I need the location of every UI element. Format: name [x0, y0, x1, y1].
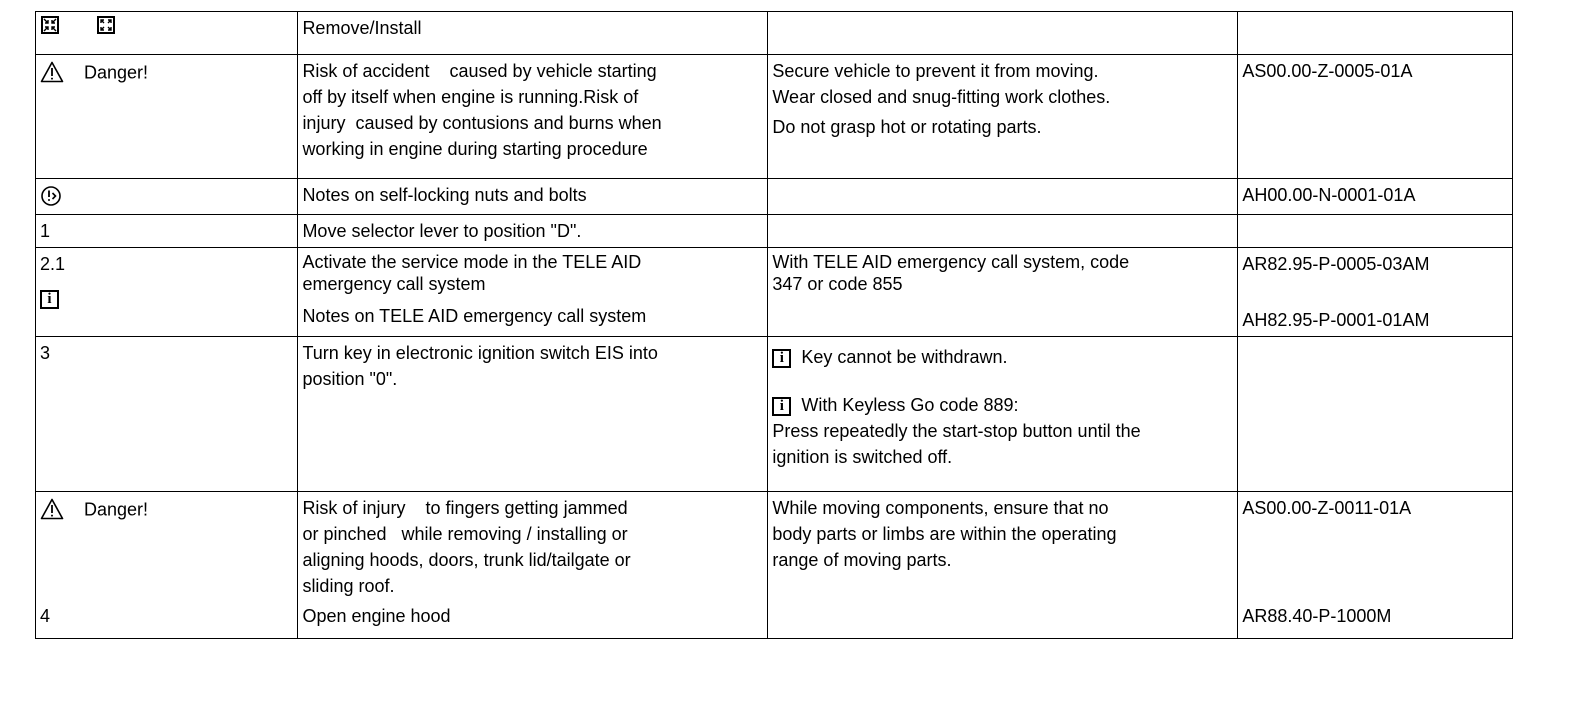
reference-link[interactable]: AS00.00-Z-0011-01A	[1242, 498, 1412, 518]
measure-text: Wear closed and snug-fitting work clothes.	[772, 87, 1111, 107]
condition-text: 347 or code 855	[772, 274, 903, 294]
cell-step-text	[298, 248, 768, 337]
measure-text: range of moving parts.	[772, 550, 952, 570]
step-text: Activate the service mode in the TELE AID	[302, 252, 642, 272]
cell-title	[298, 12, 768, 55]
measure-text: Do not grasp hot or rotating parts.	[772, 117, 1042, 137]
table-row-header	[36, 12, 1513, 55]
step-number: 4	[40, 606, 51, 627]
risk-text: caused by contusions and burns when	[355, 113, 662, 133]
cell-risk	[298, 492, 768, 639]
cell-empty	[768, 12, 1238, 55]
cell-reference	[1238, 248, 1513, 337]
warning-triangle-icon	[40, 498, 64, 520]
note-text: Notes on TELE AID emergency call system	[302, 306, 647, 326]
step-number: 1	[40, 221, 51, 241]
risk-text: caused by vehicle starting	[449, 61, 657, 81]
cell-info	[768, 337, 1238, 492]
step-number: 3	[40, 343, 51, 363]
info-text: With Keyless Go code 889:	[801, 395, 1019, 415]
remove-icon	[41, 16, 59, 34]
danger-label: Danger!	[84, 499, 149, 520]
cell-reference	[1238, 492, 1513, 639]
cell-condition	[768, 248, 1238, 337]
table-row-danger-starting	[36, 55, 1513, 179]
cell-step-number	[36, 215, 298, 248]
step-text: position "0".	[302, 369, 398, 389]
procedure-title: Remove/Install	[302, 18, 422, 38]
risk-text: aligning hoods, doors, trunk lid/tailgate or	[302, 550, 631, 570]
risk-text: injury	[302, 113, 346, 133]
cell-empty	[768, 179, 1238, 215]
danger-label: Danger!	[84, 62, 149, 83]
cell-empty	[1238, 337, 1513, 492]
cell-empty	[768, 215, 1238, 248]
info-text: Key cannot be withdrawn.	[801, 347, 1008, 367]
condition-text: With TELE AID emergency call system, code	[772, 252, 1130, 272]
cell-step-text	[298, 337, 768, 492]
cell-reference	[1238, 179, 1513, 215]
info-text: Press repeatedly the start-stop button until the	[772, 421, 1141, 441]
cell-measures	[768, 55, 1238, 179]
risk-text: sliding roof.	[302, 576, 395, 596]
risk-text: working in engine during starting procedure	[302, 139, 648, 159]
risk-text: while removing / installing or	[401, 524, 628, 544]
cell-reference	[1238, 55, 1513, 179]
measure-text: While moving components, ensure that no	[772, 498, 1109, 518]
cell-empty	[1238, 12, 1513, 55]
install-icon	[97, 16, 115, 34]
cell-measures	[768, 492, 1238, 639]
table-row-danger-jammed	[36, 492, 1513, 639]
cell-notes-icon	[36, 179, 298, 215]
notes-text: Notes on self-locking nuts and bolts	[302, 185, 587, 205]
reference-link[interactable]: AH00.00-N-0001-01A	[1242, 185, 1416, 205]
cell-risk	[298, 55, 768, 179]
table-row-step-3	[36, 337, 1513, 492]
info-text: ignition is switched off.	[772, 447, 953, 467]
warning-triangle-icon	[40, 61, 64, 83]
step-number: 2.1	[40, 254, 66, 274]
risk-text: off by itself when engine is running.Risk of	[302, 87, 639, 107]
cell-icons	[36, 12, 298, 55]
info-box-icon: i	[772, 349, 791, 368]
cell-danger	[36, 492, 298, 639]
risk-text: Risk of accident	[302, 61, 430, 81]
info-box-icon: i	[40, 290, 59, 309]
table-row-step-1	[36, 215, 1513, 248]
step-text: Open engine hood	[302, 606, 451, 626]
table-row-step-2-1	[36, 248, 1513, 337]
cell-step-number	[36, 337, 298, 492]
measure-text: Secure vehicle to prevent it from moving.	[772, 61, 1099, 81]
reference-link[interactable]: AS00.00-Z-0005-01A	[1242, 61, 1413, 81]
risk-text: to fingers getting jammed	[425, 498, 628, 518]
cell-danger	[36, 55, 298, 179]
cell-step-text	[298, 215, 768, 248]
risk-text: Risk of injury	[302, 498, 406, 518]
notes-circle-icon	[40, 185, 62, 207]
risk-text: or pinched	[302, 524, 387, 544]
reference-link[interactable]: AH82.95-P-0001-01AM	[1242, 310, 1430, 330]
step-text: Turn key in electronic ignition switch EIS into	[302, 343, 658, 363]
cell-empty	[1238, 215, 1513, 248]
table-row-notes-nuts	[36, 179, 1513, 215]
reference-link[interactable]: AR88.40-P-1000M	[1242, 606, 1392, 626]
cell-notes-text	[298, 179, 768, 215]
reference-link[interactable]: AR82.95-P-0005-03AM	[1242, 254, 1430, 274]
step-text: Move selector lever to position "D".	[302, 221, 582, 241]
info-box-icon: i	[772, 397, 791, 416]
cell-step-number	[36, 248, 298, 337]
step-text: emergency call system	[302, 274, 486, 294]
procedure-table	[35, 11, 1513, 639]
measure-text: body parts or limbs are within the operating	[772, 524, 1117, 544]
